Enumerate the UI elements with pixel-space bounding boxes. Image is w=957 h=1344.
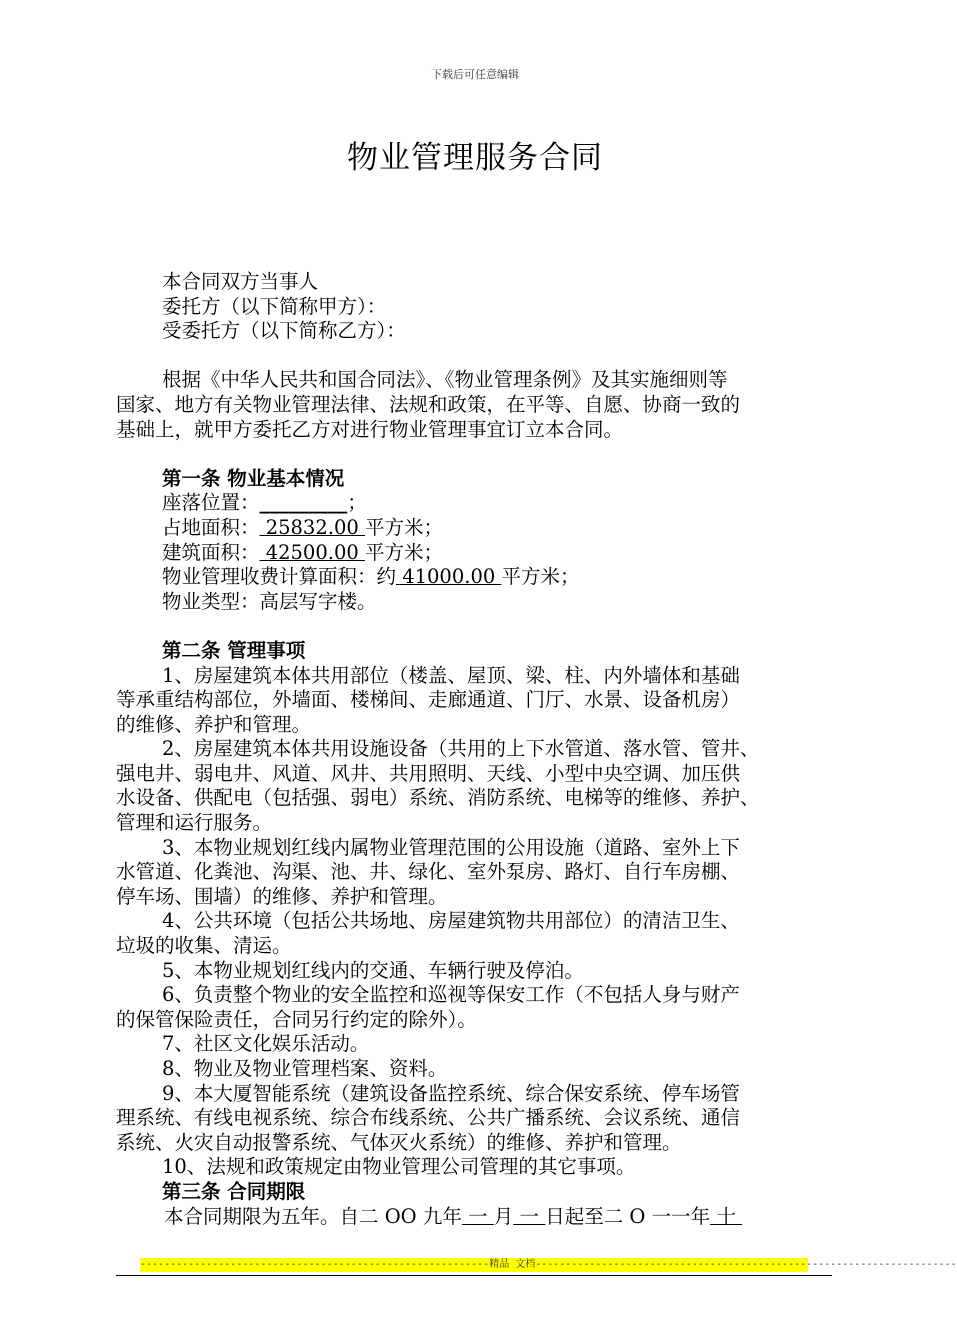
- location-line: [116, 491, 836, 516]
- building-area-value: 42500.00: [259, 540, 365, 564]
- article2-line: 6、负责整个物业的安全监控和巡视等保安工作（不包括人身与财产: [162, 983, 740, 1007]
- term-text-a: 本合同期限为五年。自二 OO 九年: [164, 1204, 462, 1228]
- article2-line: 垃圾的收集、清运。: [116, 934, 292, 958]
- fee-area-label: 物业管理收费计算面积：约: [162, 565, 397, 589]
- article2-line: 2、房屋建筑本体共用设施设备（共用的上下水管道、落水管、管井、: [162, 737, 760, 761]
- location-label: 座落位置：: [162, 491, 260, 515]
- article2-line: 停车场、围墙）的维修、养护和管理。: [116, 884, 448, 908]
- land-area-unit: 平方米；: [364, 515, 443, 539]
- term-end: 十: [716, 1204, 736, 1228]
- article2-line: 5、本物业规划红线内的交通、车辆行驶及停泊。: [162, 958, 584, 982]
- party-b-line: 受委托方（以下简称乙方）：: [162, 319, 406, 343]
- location-end: ；: [347, 491, 367, 515]
- article3-heading: 第三条 合同期限: [162, 1179, 306, 1203]
- property-type-line: 物业类型：高层写字楼。: [162, 589, 377, 613]
- article2-line: 系统、火灾自动报警系统、气体灭火系统）的维修、养护和管理。: [116, 1130, 682, 1154]
- article2-line: 4、公共环境（包括公共场地、房屋建筑物共用部位）的清洁卫生、: [162, 909, 740, 933]
- article2-line: 10、法规和政策规定由物业管理公司管理的其它事项。: [162, 1155, 636, 1179]
- article2-line: 等承重结构部位，外墙面、楼梯间、走廊通道、门厅、水景、设备机房）: [116, 688, 741, 712]
- article2-heading: 第二条 管理事项: [162, 638, 306, 662]
- land-area-value: 25832.00: [259, 515, 365, 539]
- article2-line: 强电井、弱电井、风道、风井、共用照明、天线、小型中央空调、加压供: [116, 761, 741, 785]
- party-a-line: 委托方（以下简称甲方）：: [162, 294, 387, 318]
- document-body: [116, 270, 836, 1229]
- fee-area-unit: 平方米；: [501, 565, 580, 589]
- term-month: 一: [468, 1204, 488, 1228]
- preamble-line: 根据《中华人民共和国合同法》、《物业管理条例》及其实施细则等: [162, 368, 728, 392]
- footer-divider: [116, 1275, 832, 1276]
- term-day: 一: [519, 1204, 540, 1228]
- term-line: [116, 1205, 836, 1230]
- location-value: _________: [259, 491, 348, 515]
- building-area-label: 建筑面积：: [162, 540, 260, 564]
- preamble-line: 基础上，就甲方委托乙方对进行物业管理事宜订立本合同。: [116, 417, 624, 441]
- article2-line: 的维修、养护和管理。: [116, 712, 312, 736]
- header-note: 下载后可任意编辑: [431, 68, 519, 81]
- fee-area-value: 41000.00: [396, 565, 502, 589]
- article1-heading: 第一条 物业基本情况: [162, 466, 345, 490]
- article2-line: 水管道、化粪池、沟渠、池、井、绿化、室外泵房、路灯、自行车房棚、: [116, 860, 741, 884]
- article2-items: [116, 664, 836, 1180]
- article2-line: 1、房屋建筑本体共用部位（楼盖、屋顶、梁、柱、内外墙体和基础: [162, 663, 740, 687]
- article2-line: 8、物业及物业管理档案、资料。: [162, 1057, 448, 1080]
- article2-line: 管理和运行服务。: [116, 811, 273, 835]
- land-area-line: [116, 516, 836, 541]
- article2-line: 9、本大厦智能系统（建筑设备监控系统、综合保安系统、停车场管: [162, 1081, 740, 1105]
- parties-intro: 本合同双方当事人: [162, 270, 319, 293]
- term-text-b: 月: [493, 1204, 514, 1228]
- document-title: 物业管理服务合同: [347, 140, 603, 176]
- article2-line: 7、社区文化娱乐活动。: [162, 1032, 370, 1056]
- footer-band: ----------------------------------------------------------精品 文档----------------------------------------------------------------------: [140, 1259, 957, 1270]
- building-area-unit: 平方米；: [364, 540, 443, 564]
- building-area-line: [116, 541, 836, 566]
- land-area-label: 占地面积：: [162, 515, 260, 539]
- preamble-line: 国家、地方有关物业管理法律、法规和政策，在平等、自愿、协商一致的: [116, 392, 741, 416]
- article2-line: 3、本物业规划红线内属物业管理范围的公用设施（道路、室外上下: [162, 835, 740, 859]
- fee-area-line: [116, 565, 836, 590]
- article2-line: 理系统、有线电视系统、综合布线系统、公共广播系统、会议系统、通信: [116, 1106, 741, 1130]
- term-text-c: 日起至二 O 一一年: [545, 1204, 711, 1228]
- article2-line: 水设备、供配电（包括强、弱电）系统、消防系统、电梯等的维修、养护、: [116, 786, 760, 810]
- article2-line: 的保管保险责任，合同另行约定的除外）。: [116, 1007, 477, 1031]
